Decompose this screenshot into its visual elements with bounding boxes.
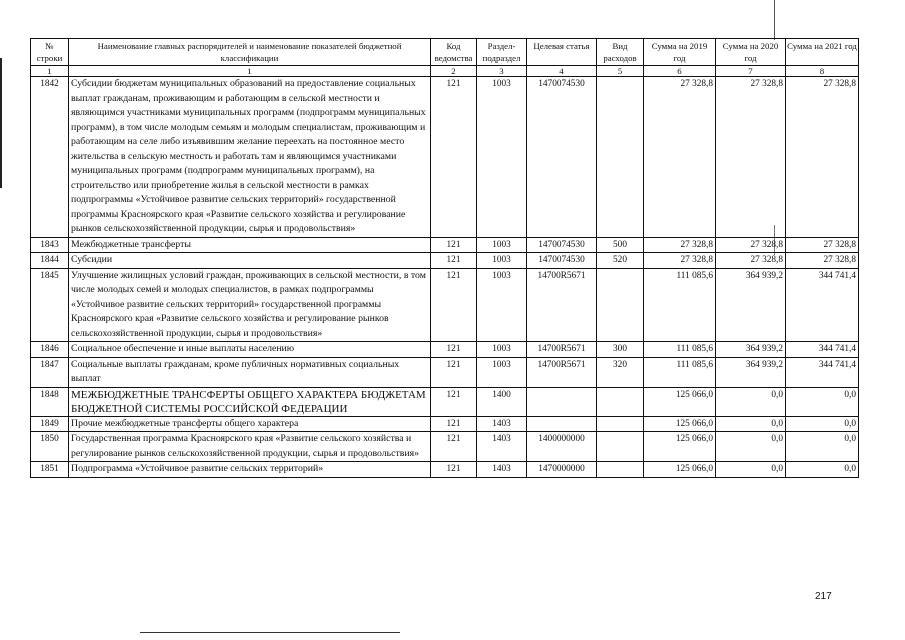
- row-sum-2021: 27 328,8: [786, 253, 859, 269]
- row-expense-type: [597, 462, 644, 478]
- row-name: Социальные выплаты гражданам, кроме публичных нормативных социальных выплат: [69, 357, 431, 387]
- row-department-code: 121: [431, 268, 477, 342]
- row-sum-2021: 27 328,8: [786, 77, 859, 238]
- table-row: [31, 253, 859, 269]
- column-number: 6: [644, 66, 716, 77]
- table-row: [31, 416, 859, 432]
- row-sum-2019: 27 328,8: [644, 253, 716, 269]
- row-sum-2020: 27 328,8: [716, 237, 786, 253]
- row-target-article: 1470074530: [527, 253, 597, 269]
- column-numbers-row: [31, 66, 859, 77]
- row-sum-2020: 0,0: [716, 462, 786, 478]
- row-expense-type: [597, 77, 644, 238]
- row-section: 1403: [477, 462, 527, 478]
- row-target-article: [527, 387, 597, 416]
- row-section: 1003: [477, 253, 527, 269]
- row-sum-2019: 125 066,0: [644, 387, 716, 416]
- row-department-code: 121: [431, 416, 477, 432]
- row-sum-2021: 344 741,4: [786, 357, 859, 387]
- table-row: [31, 342, 859, 358]
- row-sum-2020: 0,0: [716, 432, 786, 462]
- row-sum-2021: 344 741,4: [786, 268, 859, 342]
- row-section: 1003: [477, 77, 527, 238]
- row-number: 1845: [31, 268, 69, 342]
- table-row: [31, 357, 859, 387]
- row-sum-2021: 27 328,8: [786, 237, 859, 253]
- row-expense-type: 300: [597, 342, 644, 358]
- row-target-article: 14700R5671: [527, 357, 597, 387]
- row-name: Подпрограмма «Устойчивое развитие сельских территорий»: [69, 462, 431, 478]
- row-target-article: 1470074530: [527, 77, 597, 238]
- header-sum-2021: Сумма на 2021 год: [786, 39, 859, 66]
- row-department-code: 121: [431, 357, 477, 387]
- row-sum-2020: 364 939,2: [716, 268, 786, 342]
- row-name: Межбюджетные трансферты: [69, 237, 431, 253]
- row-sum-2020: 364 939,2: [716, 357, 786, 387]
- row-expense-type: 520: [597, 253, 644, 269]
- table-row: [31, 268, 859, 342]
- row-sum-2019: 125 066,0: [644, 416, 716, 432]
- row-section: 1003: [477, 342, 527, 358]
- row-target-article: 1470074530: [527, 237, 597, 253]
- row-expense-type: 320: [597, 357, 644, 387]
- row-target-article: 14700R5671: [527, 268, 597, 342]
- table-header-row: [31, 39, 859, 66]
- row-number: 1847: [31, 357, 69, 387]
- row-target-article: 1470000000: [527, 462, 597, 478]
- column-number: 7: [716, 66, 786, 77]
- header-section: Раздел-подраздел: [477, 39, 527, 66]
- row-number: 1850: [31, 432, 69, 462]
- row-section: 1400: [477, 387, 527, 416]
- header-sum-2019: Сумма на 2019 год: [644, 39, 716, 66]
- row-sum-2020: 27 328,8: [716, 77, 786, 238]
- row-number: 1846: [31, 342, 69, 358]
- row-sum-2019: 125 066,0: [644, 462, 716, 478]
- row-name: МЕЖБЮДЖЕТНЫЕ ТРАНСФЕРТЫ ОБЩЕГО ХАРАКТЕРА БЮДЖЕТАМ БЮДЖЕТНОЙ СИСТЕМЫ РОССИЙСКОЙ ФЕДЕРАЦИИ: [69, 387, 431, 416]
- row-name: Социальное обеспечение и иные выплаты населению: [69, 342, 431, 358]
- row-expense-type: [597, 387, 644, 416]
- row-department-code: 121: [431, 253, 477, 269]
- table-row: [31, 77, 859, 238]
- row-sum-2020: 0,0: [716, 387, 786, 416]
- row-number: 1849: [31, 416, 69, 432]
- header-sum-2020: Сумма на 2020 год: [716, 39, 786, 66]
- header-department-code: Код ведомства: [431, 39, 477, 66]
- row-name: Прочие межбюджетные трансферты общего характера: [69, 416, 431, 432]
- row-sum-2019: 111 085,6: [644, 268, 716, 342]
- header-row-number: № строки: [31, 39, 69, 66]
- row-sum-2021: 0,0: [786, 416, 859, 432]
- row-sum-2021: 0,0: [786, 387, 859, 416]
- row-section: 1003: [477, 268, 527, 342]
- row-department-code: 121: [431, 462, 477, 478]
- row-section: 1403: [477, 416, 527, 432]
- budget-table: [30, 38, 859, 478]
- row-department-code: 121: [431, 342, 477, 358]
- header-target-article: Целевая статья: [527, 39, 597, 66]
- row-name: Государственная программа Красноярского края «Развитие сельского хозяйства и регулирование рынков сельскохозяйственной продукции, сырья и продовольствия»: [69, 432, 431, 462]
- column-number: 3: [477, 66, 527, 77]
- column-number: 1: [31, 66, 69, 77]
- row-number: 1843: [31, 237, 69, 253]
- row-sum-2019: 27 328,8: [644, 237, 716, 253]
- row-sum-2019: 111 085,6: [644, 357, 716, 387]
- row-sum-2021: 344 741,4: [786, 342, 859, 358]
- row-number: 1842: [31, 77, 69, 238]
- row-department-code: 121: [431, 432, 477, 462]
- table-row: [31, 387, 859, 416]
- row-expense-type: [597, 416, 644, 432]
- row-section: 1403: [477, 432, 527, 462]
- row-department-code: 121: [431, 237, 477, 253]
- row-sum-2019: 125 066,0: [644, 432, 716, 462]
- column-number: 2: [431, 66, 477, 77]
- row-sum-2020: 364 939,2: [716, 342, 786, 358]
- row-expense-type: [597, 268, 644, 342]
- row-target-article: 1400000000: [527, 432, 597, 462]
- table-row: [31, 462, 859, 478]
- column-number: 4: [527, 66, 597, 77]
- row-name: Субсидии бюджетам муниципальных образований на предоставление социальных выплат гражданам, проживающим и работающим в сельской местности и являющимся участниками муниципальных программ (подпрограмм муниципальных программ), в том числе молодым семьям и молодым специалистам, проживающим и работающим на селе либо изъявившим желание переехать на постоянное место жительства в сельскую местность и работать там и являющимся участниками муниципальных программ (подпрограмм муниципальных программ), на строительство или приобретение жилья в сельской местности в рамках подпрограммы «Устойчивое развитие сельских территорий» государственной программы Красноярского края «Развитие сельского хозяйства и регулирование рынков сельскохозяйственной продукции, сырья и продовольствия»: [69, 77, 431, 238]
- row-department-code: 121: [431, 77, 477, 238]
- row-sum-2021: 0,0: [786, 462, 859, 478]
- row-sum-2019: 111 085,6: [644, 342, 716, 358]
- row-department-code: 121: [431, 387, 477, 416]
- row-number: 1851: [31, 462, 69, 478]
- footer-rule: [140, 632, 400, 633]
- table-row: [31, 432, 859, 462]
- row-number: 1844: [31, 253, 69, 269]
- page-number: 217: [815, 591, 832, 602]
- row-name: Субсидии: [69, 253, 431, 269]
- column-number: 1: [69, 66, 431, 77]
- row-sum-2020: 0,0: [716, 416, 786, 432]
- row-expense-type: 500: [597, 237, 644, 253]
- scan-edge-mark: [0, 58, 2, 188]
- scan-artifact-line: [774, 0, 775, 40]
- row-expense-type: [597, 432, 644, 462]
- row-section: 1003: [477, 357, 527, 387]
- header-expense-type: Вид расходов: [597, 39, 644, 66]
- row-section: 1003: [477, 237, 527, 253]
- row-sum-2021: 0,0: [786, 432, 859, 462]
- row-name: Улучшение жилищных условий граждан, проживающих в сельской местности, в том числе молодых семей и молодых специалистов, в рамках подпрограммы «Устойчивое развитие сельских территорий» государственной программы Красноярского края «Развитие сельского хозяйства и регулирование рынков сельскохозяйственной продукции, сырья и продовольствия»: [69, 268, 431, 342]
- header-name: Наименование главных распорядителей и наименование показателей бюджетной классификации: [69, 39, 431, 66]
- row-number: 1848: [31, 387, 69, 416]
- column-number: 8: [786, 66, 859, 77]
- table-row: [31, 237, 859, 253]
- row-sum-2019: 27 328,8: [644, 77, 716, 238]
- row-target-article: 14700R5671: [527, 342, 597, 358]
- column-number: 5: [597, 66, 644, 77]
- row-sum-2020: 27 328,8: [716, 253, 786, 269]
- row-target-article: [527, 416, 597, 432]
